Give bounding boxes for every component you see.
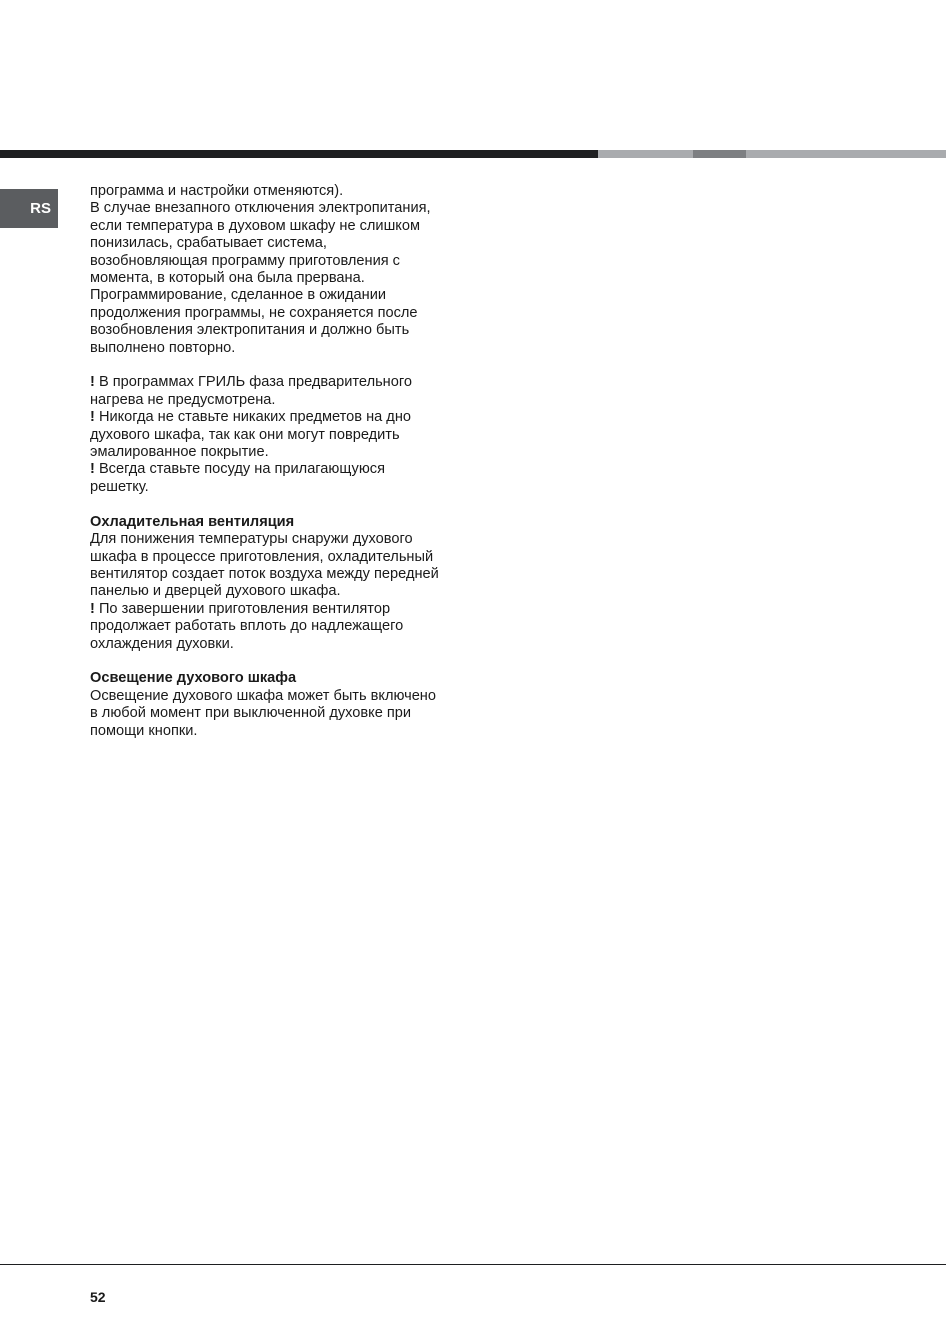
warning-icon: ! (90, 461, 95, 478)
header-bar-light-segment-2 (746, 150, 946, 158)
intro-paragraph: программа и настройки отменяются). В случае внезапного отключения электропитания, если температура в духовом шкафу не слишком понизилась, срабатывает система, возобновляющая программу приготовления с момента, в который она была прервана. Программирование, сделанное в ожидании продолжения программы, не сохраняется после возобновления электропитания и должно быть выполнено повторно. (90, 183, 431, 356)
header-color-bar (0, 150, 946, 158)
lighting-paragraph: Освещение духового шкафа может быть включено в любой момент при выключенной духовке при помощи кнопки. (90, 687, 436, 739)
lighting-heading: Освещение духового шкафа (90, 670, 297, 687)
warning-icon: ! (90, 374, 95, 391)
footer-divider (0, 1264, 946, 1265)
warning-icon: ! (90, 600, 95, 617)
warning-oven-bottom: ! Никогда не ставьте никаких предметов на дно духового шкафа, так как они могут повредить эмалированное покрытие. (90, 409, 411, 461)
header-bar-mid-segment (693, 150, 746, 158)
warning-rack: ! Всегда ставьте посуду на прилагающуюся решетку. (90, 461, 385, 495)
header-bar-light-segment (598, 150, 693, 158)
warning-grill: ! В программах ГРИЛЬ фаза предварительного нагрева не предусмотрена. (90, 374, 412, 408)
language-tab: RS (0, 189, 58, 228)
warning-icon: ! (90, 409, 95, 426)
cooling-paragraph: Для понижения температуры снаружи духового шкафа в процессе приготовления, охладительный вентилятор создает поток воздуха между передней панелью и дверцей духового шкафа. (90, 531, 439, 600)
warning-cooling-fan: ! По завершении приготовления вентилятор продолжает работать вплоть до надлежащего охлаждения духовки. (90, 600, 404, 652)
cooling-heading: Охладительная вентиляция (90, 513, 295, 530)
main-text-column (90, 183, 470, 740)
page-number: 52 (90, 1289, 106, 1305)
header-bar-dark-segment (0, 150, 598, 158)
